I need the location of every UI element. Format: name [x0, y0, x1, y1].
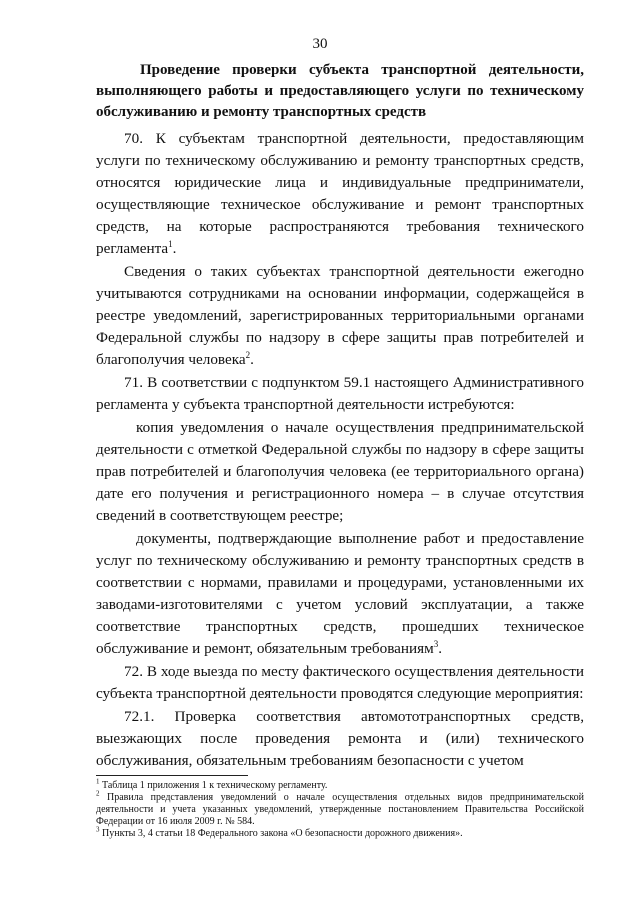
paragraph-72: 72. В ходе выезда по месту фактического осуществления деятельности субъекта транспортной деятельности проводятся следующие мероприятия:	[96, 663, 584, 702]
paragraph-70: 70. К субъектам транспортной деятельности, предоставляющим услуги по техническому обслуживанию и ремонту транспортных средств, относятся юридические лица и индивидуальные предприниматели, осуществляющие техническое обслуживание и ремонт транспортных средств, на которые распространяются требования технического регламента$^1$.	[96, 130, 584, 257]
list-item-notification-copy: копия уведомления о начале осуществления предпринимательской деятельности с отметкой Федеральной службы по надзору в сфере защиты прав потребителей и благополучия человека (ее территориального органа) дате его получения и регистрационного номера – в случае отсутствия сведений в соответствующем реестре;	[96, 419, 584, 524]
footnote-2: $^2$ Правила представления уведомлений о начале осуществления отдельных видов предпринимательской деятельности и учета указанных уведомлений, утвержденные постановлением Правительства Российской Федерации от 16 июля 2009 г. № 584.	[96, 789, 585, 827]
document-body	[96, 128, 584, 772]
footnote-1: $^1$ Таблица 1 приложения 1 к техническому регламенту.	[96, 777, 328, 791]
page-number: 30	[312, 36, 328, 52]
paragraph-71: 71. В соответствии с подпунктом 59.1 настоящего Административного регламента у субъекта транспортной деятельности истребуются:	[96, 374, 584, 413]
footnote-3: $^3$ Пункты 3, 4 статьи 18 Федерального закона «О безопасности дорожного движения».	[96, 825, 463, 839]
footnotes	[96, 777, 585, 840]
section-heading: Проведение проверки субъекта транспортной деятельности, выполняющего работы и предоставляющего услуги по техническому обслуживанию и ремонту транспортных средств	[96, 62, 584, 120]
paragraph-registry-info: Сведения о таких субъектах транспортной деятельности ежегодно учитываются сотрудниками на основании информации, содержащейся в реестре уведомлений, зарегистрированных территориальными органами Федеральной службы по надзору в сфере защиты прав потребителей и благополучия человека$^2$.	[96, 263, 584, 368]
list-item-documents: документы, подтверждающие выполнение работ и предоставление услуг по техническому обслуживанию и ремонту транспортных средств в соответствии с нормами, правилами и процедурами, установленными их заводами-изготовителями с учетом условий эксплуатации, а также соответствие транспортных средств, прошедших техническое обслуживание и ремонт, обязательным требованиям$^3$.	[96, 530, 584, 657]
footnote-divider	[96, 775, 248, 776]
paragraph-72-1: 72.1. Проверка соответствия автомототранспортных средств, выезжающих после проведения ремонта и (или) технического обслуживания, обязательным требованиям безопасности с учетом	[96, 708, 584, 769]
